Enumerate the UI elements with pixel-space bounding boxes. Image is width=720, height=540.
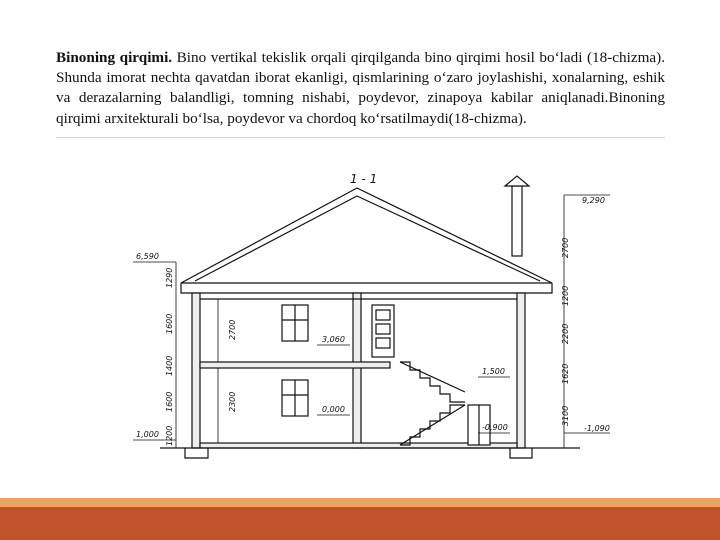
chimney-cap: [505, 176, 529, 186]
upper-floor-height: 2700: [228, 319, 237, 340]
right-dim-5: 3100: [561, 405, 570, 426]
foundation-right: [510, 448, 532, 458]
roof-outline: [181, 188, 552, 283]
level-landing: 1,500: [482, 367, 505, 376]
right-wall: [517, 293, 525, 448]
upper-floor-slab: [200, 362, 390, 368]
right-level-top: 9,290: [582, 196, 605, 205]
left-dim-5: 1200: [165, 425, 174, 446]
left-dim-4: 1600: [165, 391, 174, 412]
footer-bar: [0, 507, 720, 540]
footer-accent-line: [0, 498, 720, 507]
left-level-roof: 6,590: [136, 252, 159, 261]
left-level-base: 1,000: [136, 430, 159, 439]
level-ground-floor: 0,000: [322, 405, 345, 414]
attic-floor: [181, 283, 552, 293]
left-dim-2: 1600: [165, 313, 174, 334]
right-dim-2: 1200: [561, 285, 570, 306]
left-dim-1: 1290: [165, 267, 174, 288]
left-dim-3: 1400: [165, 355, 174, 376]
upper-door: [372, 305, 394, 357]
right-dim-4: 1620: [561, 363, 570, 384]
level-entrance: -0,900: [482, 423, 508, 432]
left-wall: [192, 293, 200, 448]
middle-wall: [353, 293, 361, 448]
chimney: [512, 186, 522, 256]
section-label: 1 - 1: [350, 172, 378, 186]
section-title: Binoning qirqimi.: [56, 49, 173, 66]
right-dim-3: 2200: [561, 323, 570, 344]
foundation-left: [185, 448, 208, 458]
level-upper-floor: 3,060: [322, 335, 345, 344]
right-level-bottom: -1,090: [584, 424, 610, 433]
right-dim-1: 2700: [561, 237, 570, 258]
lower-floor-height: 2300: [228, 391, 237, 412]
upper-stair: [400, 362, 465, 402]
section-body-text: Bino vertikal tekislik orqali qirqilganda bino qirqimi hosil bo‘ladi (18-chizma). Shunda imorat nechta qavatdan iborat ekanligi, qismlarining o‘zaro joylashishi, xonalarning, eshik va derazalarning balandligi, tomning nishabi, poydevor, zinapoya kabilar aniqlanadi.Binoning qirqimi arxitekturali bo‘lsa, poydevor va chordoq ko‘rsatilmaydi(18-chizma).: [56, 49, 665, 127]
